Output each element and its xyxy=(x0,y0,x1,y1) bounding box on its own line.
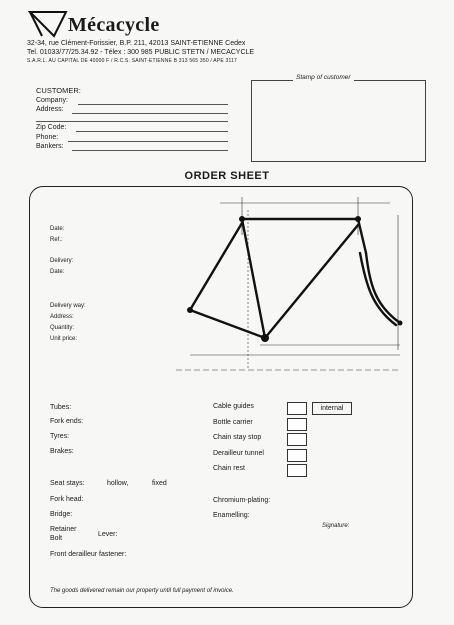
bankers-field[interactable] xyxy=(72,150,228,151)
unit-price-label: Unit price: xyxy=(50,336,78,342)
signature-label: Signature: xyxy=(322,523,350,529)
lever-label: Lever: xyxy=(98,531,118,538)
seat-stays-fixed-option[interactable]: fixed xyxy=(152,480,167,487)
tyres-label: Tyres: xyxy=(50,433,70,440)
bicycle-frame-diagram xyxy=(160,195,410,375)
brand-logo-icon xyxy=(28,10,68,38)
bridge-label: Bridge: xyxy=(50,511,73,518)
address-field[interactable] xyxy=(72,113,228,114)
fork-ends-label: Fork ends: xyxy=(50,418,84,425)
chain-rest-label: Chain rest xyxy=(213,465,245,472)
chromium-plating-label: Chromium-plating: xyxy=(213,497,271,504)
zip-code-label: Zip Code: xyxy=(36,124,67,131)
brakes-label: Brakes: xyxy=(50,448,74,455)
bolt-label: Bolt xyxy=(50,535,63,542)
front-derailleur-label: Front derailleur fastener: xyxy=(50,551,127,558)
chain-stay-stop-label: Chain stay stop xyxy=(213,434,262,441)
company-field[interactable] xyxy=(78,104,228,105)
tubes-label: Tubes: xyxy=(50,404,72,411)
seat-stays-hollow-option[interactable]: hollow, xyxy=(107,480,129,487)
footer-note: The goods delivered remain our property until full payment of invoice. xyxy=(50,588,234,594)
chain-stay-stop-checkbox[interactable] xyxy=(287,433,307,446)
ref-label: Ref.: xyxy=(50,237,63,243)
stamp-box[interactable] xyxy=(251,80,426,162)
bankers-label: Bankers: xyxy=(36,143,64,150)
enamelling-label: Enamelling: xyxy=(213,512,250,519)
chain-rest-checkbox[interactable] xyxy=(287,464,307,477)
address-field-2[interactable] xyxy=(36,121,228,122)
cable-guides-label: Cable guides xyxy=(213,403,254,410)
derailleur-tunnel-label: Derailleur tunnel xyxy=(213,450,264,457)
order-date-label: Date: xyxy=(50,226,65,232)
cable-guides-checkbox[interactable] xyxy=(287,402,307,415)
delivery-label: Delivery: xyxy=(50,258,74,264)
delivery-date-label: Date: xyxy=(50,269,65,275)
company-address: 32-34, rue Clément-Forissier, B.P. 211, 42013 SAINT-ETIENNE Cedex xyxy=(27,40,246,47)
brand-name: Mécacycle xyxy=(68,14,160,36)
bottle-carrier-label: Bottle carrier xyxy=(213,419,253,426)
quantity-label: Quantity: xyxy=(50,325,75,331)
page-title: ORDER SHEET xyxy=(184,170,270,182)
internal-option[interactable]: internal xyxy=(312,402,352,415)
bottle-carrier-checkbox[interactable] xyxy=(287,418,307,431)
phone-field[interactable] xyxy=(68,141,228,142)
company-phone-telex: Tel. 01033/77/25.34.92 - Télex : 300 985 PUBLIC STETN / MECACYCLE xyxy=(27,49,255,56)
retainer-label: Retainer xyxy=(50,526,77,533)
company-label: Company: xyxy=(36,97,68,104)
address-label: Address: xyxy=(36,106,64,113)
seat-stays-label: Seat stays: xyxy=(50,480,85,487)
company-registration: S.A.R.L. AU CAPITAL DE 40000 F / R.C.S. SAINT-ETIENNE B 313 565 350 / APE 3117 xyxy=(27,58,238,64)
stamp-label: Stamp of customer xyxy=(293,74,354,81)
derailleur-tunnel-checkbox[interactable] xyxy=(287,449,307,462)
zip-code-field[interactable] xyxy=(76,131,228,132)
delivery-way-label: Delivery way: xyxy=(50,303,86,309)
phone-label: Phone: xyxy=(36,134,59,141)
customer-heading: CUSTOMER: xyxy=(36,86,81,95)
fork-head-label: Fork head: xyxy=(50,496,84,503)
delivery-address-label: Address: xyxy=(50,314,74,320)
